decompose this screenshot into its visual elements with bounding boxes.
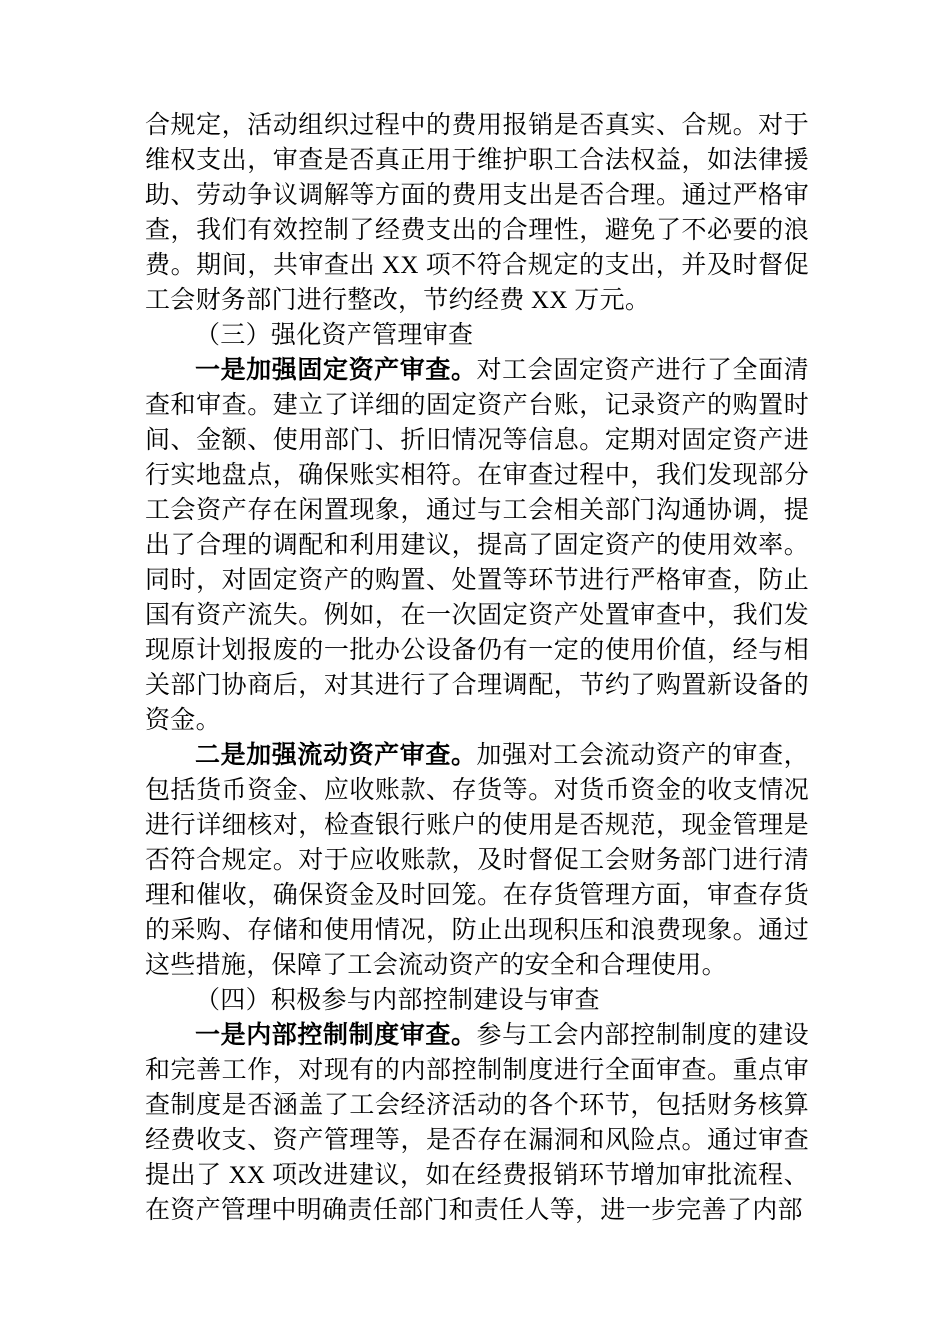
section-heading-3: （三）强化资产管理审查 [195, 322, 474, 349]
paragraph-lead-bold: 二是加强流动资产审查。 [195, 742, 477, 769]
paragraph-current-assets [145, 738, 809, 983]
paragraph-body-text: 加强对工会流动资产的审查，包括货币资金、应收账款、存货等。对货币资金的收支情况进行详细核对，检查银行账户的使用是否规范，现金管理是否符合规定。对于应收账款，及时督促工会财务部门进行清理和催收，确保资金及时回笼。在存货管理方面，审查存货的采购、存储和使用情况，防止出现积压和浪费现象。通过这些措施，保障了工会流动资产的安全和合理使用。 [145, 742, 809, 979]
paragraph-lead-bold: 一是加强固定资产审查。 [195, 357, 477, 384]
paragraph-fixed-assets [145, 353, 809, 738]
paragraph-lead-bold: 一是内部控制制度审查。 [195, 1022, 477, 1049]
paragraph-continuation: 合规定，活动组织过程中的费用报销是否真实、合规。对于维权支出，审查是否真正用于维护职工合法权益，如法律援助、劳动争议调解等方面的费用支出是否合理。通过严格审查，我们有效控制了经费支出的合理性，避免了不必要的浪费。期间，共审查出 XX 项不符合规定的支出，并及时督促工会财务部门进行整改，节约经费 XX 万元。 [145, 112, 809, 314]
paragraph-internal-control [145, 1018, 809, 1228]
paragraph-body-text: 对工会固定资产进行了全面清查和审查。建立了详细的固定资产台账，记录资产的购置时间、金额、使用部门、折旧情况等信息。定期对固定资产进行实地盘点，确保账实相符。在审查过程中，我们发现部分工会资产存在闲置现象，通过与工会相关部门沟通协调，提出了合理的调配和利用建议，提高了固定资产的使用效率。同时，对固定资产的购置、处置等环节进行严格审查，防止国有资产流失。例如，在一次固定资产处置审查中，我们发现原计划报废的一批办公设备仍有一定的使用价值，经与相关部门协商后，对其进行了合理调配，节约了购置新设备的资金。 [145, 357, 809, 734]
paragraph-body-text: 参与工会内部控制制度的建设和完善工作，对现有的内部控制制度进行全面审查。重点审查制度是否涵盖了工会经济活动的各个环节，包括财务核算经费收支、资产管理等，是否存在漏洞和风险点。通过审查提出了 XX 项改进建议，如在经费报销环节增加审批流程、在资产管理中明确责任部门和责任人等，进一步完善了内部 [145, 1022, 809, 1224]
section-heading-4: （四）积极参与内部控制建设与审查 [195, 987, 600, 1014]
document-text-block [145, 108, 809, 1228]
